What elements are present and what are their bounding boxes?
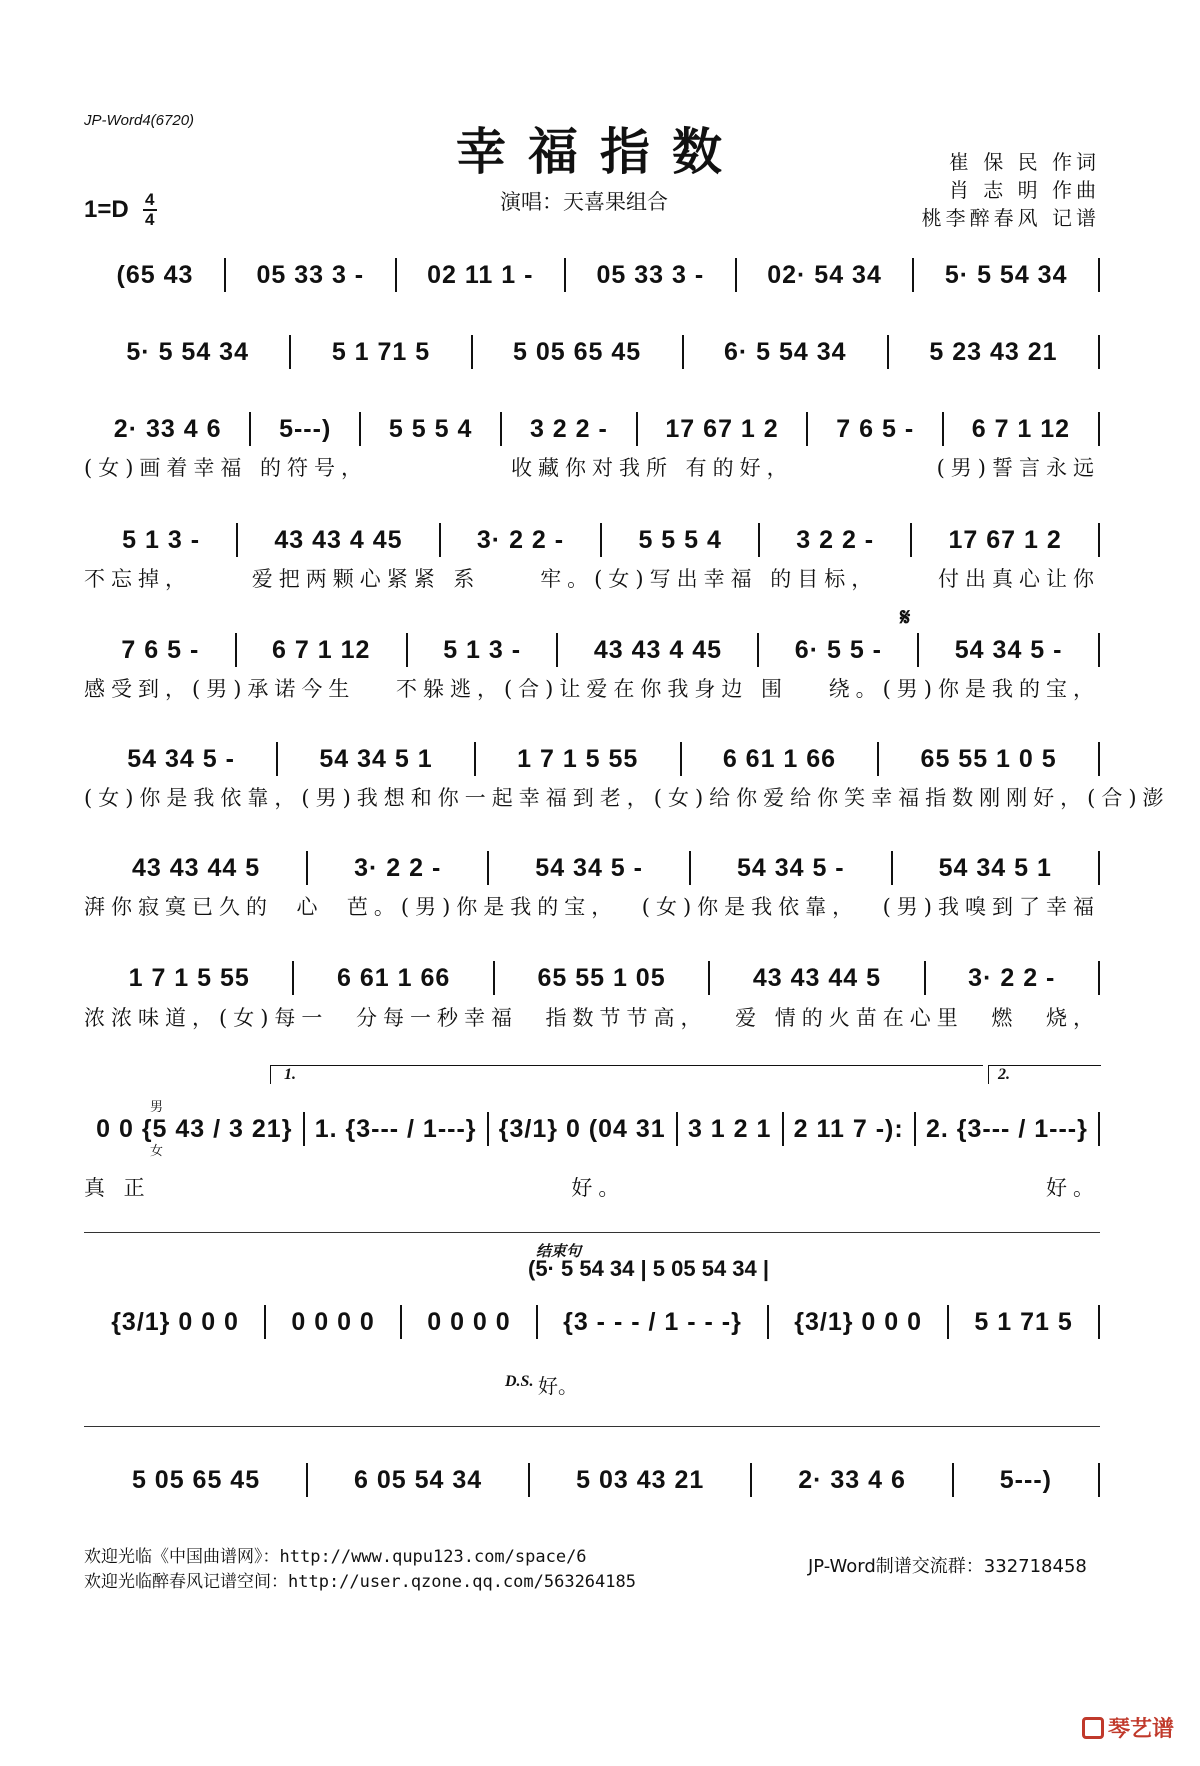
bar-line bbox=[276, 742, 278, 776]
bar-line bbox=[942, 412, 944, 446]
transcriber: 桃李醉春风 记谱 bbox=[921, 206, 1100, 230]
measure: 17 67 1 2 bbox=[665, 414, 779, 443]
measure: 54 34 5 1 bbox=[319, 744, 433, 773]
measure: 65 55 1 05 bbox=[537, 963, 666, 992]
measure: 5 05 65 45 bbox=[512, 337, 642, 366]
lyric-phrase: (女)你是我依靠，(男)我想和你一起 bbox=[84, 786, 519, 810]
volta-1-label: 1. bbox=[284, 1066, 296, 1083]
notation-row-5 bbox=[84, 633, 1100, 667]
measure: (65 43 bbox=[116, 260, 194, 289]
ending-upper-notes: (5· 5 54 34 | 5 05 54 34 | bbox=[528, 1256, 770, 1281]
time-top: 4 bbox=[144, 190, 155, 209]
lyric-phrase: 指数节节高， bbox=[545, 1006, 708, 1030]
watermark-text: 琴艺谱 bbox=[1107, 1717, 1174, 1742]
volta-2-label: 2. bbox=[998, 1066, 1010, 1083]
bar-line bbox=[359, 412, 361, 446]
measure: 5· 5 54 34 bbox=[126, 337, 249, 366]
ending-label: 结束句 bbox=[536, 1244, 582, 1260]
bar-line bbox=[914, 1112, 916, 1146]
bar-line bbox=[471, 335, 473, 369]
lyric-phrase: 燃 bbox=[991, 1006, 1019, 1030]
measure: 2· 33 4 6 bbox=[798, 1465, 906, 1494]
measure: 54 34 5 - bbox=[535, 853, 643, 882]
bar-line bbox=[1098, 1305, 1100, 1339]
lyric-phrase: (男)誓言永远 bbox=[936, 456, 1100, 480]
measure: {3/1} 0 (04 31 bbox=[498, 1114, 666, 1143]
bar-line bbox=[1098, 961, 1100, 995]
time-bottom: 4 bbox=[144, 210, 155, 229]
bar-line bbox=[395, 258, 397, 292]
footer-links bbox=[84, 1545, 636, 1595]
measure: 5 1 3 - bbox=[443, 635, 522, 664]
bar-line bbox=[682, 335, 684, 369]
lyric-phrase: 爱给你笑幸福 bbox=[763, 786, 926, 810]
measure: 6 61 1 66 bbox=[722, 744, 837, 773]
key-signature bbox=[84, 192, 157, 228]
measure: {3/1} 0 0 0 bbox=[111, 1307, 239, 1336]
bar-line bbox=[500, 412, 502, 446]
bar-line bbox=[750, 1463, 752, 1497]
bar-line bbox=[306, 851, 308, 885]
bar-line bbox=[306, 1463, 308, 1497]
measure: 05 33 3 - bbox=[256, 260, 365, 289]
voice-male: 男 bbox=[150, 1100, 164, 1115]
bar-line bbox=[924, 961, 926, 995]
bar-line bbox=[947, 1305, 949, 1339]
bar-line bbox=[1098, 742, 1100, 776]
bar-line bbox=[487, 1112, 489, 1146]
bar-line bbox=[528, 1463, 530, 1497]
measure: 5 05 65 45 bbox=[131, 1465, 261, 1494]
lyric-row-8 bbox=[84, 1002, 1100, 1032]
singer: 演唱：天喜果组合 bbox=[500, 190, 668, 214]
bar-line bbox=[1098, 258, 1100, 292]
bar-line bbox=[1098, 1463, 1100, 1497]
lyric-phrase: 芭。(男)你是我的宝， bbox=[346, 895, 619, 919]
lyric-phrase: 不躲逃，(合)让爱在你我身边 围 bbox=[395, 677, 789, 701]
segno-sign: 𝄋 bbox=[900, 603, 911, 631]
bar-line bbox=[439, 523, 441, 557]
lyric-row-5 bbox=[84, 673, 1100, 703]
footer-line-2: 欢迎光临醉春风记谱空间：http://user.qzone.qq.com/563264185 bbox=[84, 1572, 636, 1592]
measure: 43 43 44 5 bbox=[131, 853, 261, 882]
measure: 6 7 1 12 bbox=[272, 635, 371, 664]
lyric-phrase: 爱把两颗心紧紧 系 bbox=[251, 567, 481, 591]
lyric-row-6 bbox=[84, 782, 1170, 812]
lyric-phrase: 爱 情的火苗在心里 bbox=[735, 1006, 964, 1030]
bar-line bbox=[493, 961, 495, 995]
bar-line bbox=[877, 742, 879, 776]
bar-line bbox=[680, 742, 682, 776]
measure: 0 0 {5 43 / 3 21} bbox=[96, 1114, 293, 1143]
lyric-row-7 bbox=[84, 891, 1100, 921]
measure: 3· 2 2 - bbox=[968, 963, 1056, 992]
bar-line bbox=[887, 335, 889, 369]
lyricist: 崔 保 民 作词 bbox=[948, 150, 1100, 174]
footer-line-1: 欢迎光临《中国曲谱网》：http://www.qupu123.com/space/6 bbox=[84, 1547, 587, 1567]
bar-line bbox=[303, 1112, 305, 1146]
measure: 5 1 71 5 bbox=[974, 1307, 1073, 1336]
measure: 5· 5 54 34 bbox=[944, 260, 1068, 289]
measure: 6 05 54 34 bbox=[354, 1465, 483, 1494]
lyric-phrase: 烧， bbox=[1045, 1006, 1100, 1030]
measure: 5---) bbox=[279, 414, 332, 443]
bar-line bbox=[536, 1305, 538, 1339]
notation-row-4 bbox=[84, 523, 1100, 557]
notation-row-1 bbox=[84, 258, 1100, 292]
bar-line bbox=[757, 633, 759, 667]
lyric-phrase: 牢。(女)写出幸福 的目标， bbox=[540, 567, 879, 591]
measure: 6 7 1 12 bbox=[971, 414, 1071, 443]
bar-line bbox=[912, 258, 914, 292]
lyric-phrase: 分每一秒幸福 bbox=[355, 1006, 518, 1030]
notation-row-9 bbox=[84, 1112, 1100, 1146]
measure: 43 43 4 45 bbox=[274, 525, 403, 554]
bar-line bbox=[676, 1112, 678, 1146]
notation-row-11 bbox=[84, 1463, 1100, 1497]
bar-line bbox=[708, 961, 710, 995]
system-divider-1 bbox=[84, 1232, 1100, 1233]
measure: 5 1 3 - bbox=[122, 525, 201, 554]
measure: 5 23 43 21 bbox=[929, 337, 1058, 366]
bar-line bbox=[474, 742, 476, 776]
brand-icon bbox=[1082, 1717, 1104, 1739]
bar-line bbox=[1098, 633, 1100, 667]
lyric-phrase: 收藏你对我所 有的好， bbox=[510, 456, 794, 480]
measure: 5---) bbox=[999, 1465, 1052, 1494]
bar-line bbox=[1098, 1112, 1100, 1146]
measure: 7 6 5 - bbox=[121, 635, 200, 664]
notation-row-7 bbox=[84, 851, 1100, 885]
bar-line bbox=[564, 258, 566, 292]
bar-line bbox=[289, 335, 291, 369]
lyric-phrase: 心 bbox=[296, 895, 324, 919]
measure: 1 7 1 5 55 bbox=[517, 744, 639, 773]
measure: 6· 5 5 - bbox=[794, 635, 882, 664]
measure: 6· 5 54 34 bbox=[723, 337, 847, 366]
bar-line bbox=[236, 523, 238, 557]
measure: 54 34 5 - bbox=[954, 635, 1063, 664]
lyric-phrase: 幸福到老，(女)给你 bbox=[518, 786, 764, 810]
notation-row-2 bbox=[84, 335, 1100, 369]
voice-female: 女 bbox=[150, 1144, 164, 1159]
measure: 3· 2 2 - bbox=[354, 853, 442, 882]
bar-line bbox=[952, 1463, 954, 1497]
bar-line bbox=[292, 961, 294, 995]
measure: 2· 33 4 6 bbox=[113, 414, 222, 443]
lyric-row-3 bbox=[84, 452, 1100, 482]
time-signature bbox=[143, 192, 157, 228]
lyric-row-4 bbox=[84, 563, 1100, 593]
bar-line bbox=[600, 523, 602, 557]
bar-line bbox=[249, 412, 251, 446]
bar-line bbox=[806, 412, 808, 446]
lyric-phrase: 湃你寂寞已久的 bbox=[84, 895, 273, 919]
lyric-phrase: (男)我嗅到了幸福 bbox=[882, 895, 1100, 919]
composer: 肖 志 明 作曲 bbox=[948, 178, 1100, 202]
measure: 65 55 1 0 5 bbox=[920, 744, 1057, 773]
bar-line bbox=[917, 633, 919, 667]
song-title: 幸福指数 bbox=[456, 122, 744, 181]
notation-row-6 bbox=[84, 742, 1100, 776]
lyric-phrase: 指数刚刚好，(合)澎 bbox=[925, 786, 1170, 810]
bar-line bbox=[758, 523, 760, 557]
measure: 3 1 2 1 bbox=[687, 1114, 772, 1143]
bar-line bbox=[556, 633, 558, 667]
measure: {3 - - - / 1 - - -} bbox=[563, 1307, 742, 1336]
system-divider-2 bbox=[84, 1426, 1100, 1427]
bar-line bbox=[910, 523, 912, 557]
lyric-phrase: 好。 bbox=[571, 1176, 626, 1200]
key-label: 1=D bbox=[84, 196, 129, 223]
notation-row-8 bbox=[84, 961, 1100, 995]
measure: 5 5 5 4 bbox=[388, 414, 473, 443]
bar-line bbox=[224, 258, 226, 292]
measure: 05 33 3 - bbox=[596, 260, 705, 289]
lyric-phrase: 感受到，(男)承诺今生 bbox=[84, 677, 356, 701]
measure: {3/1} 0 0 0 bbox=[794, 1307, 922, 1336]
bar-line bbox=[1098, 851, 1100, 885]
notation-row-3 bbox=[84, 412, 1100, 446]
notation-row-10 bbox=[84, 1305, 1100, 1339]
measure: 5 5 5 4 bbox=[638, 525, 722, 554]
ds-lyric: 好。 bbox=[538, 1374, 578, 1398]
lyric-phrase: 付出真心让你 bbox=[938, 567, 1100, 591]
measure: 1. {3--- / 1---} bbox=[314, 1114, 477, 1143]
bar-line bbox=[487, 851, 489, 885]
software-label: JP-Word4(6720) bbox=[84, 112, 195, 129]
lyric-phrase: 不忘掉， bbox=[84, 567, 192, 591]
qq-group: JP-Word制谱交流群：332718458 bbox=[808, 1556, 1087, 1577]
lyric-phrase: (女)画着幸福 的符号， bbox=[84, 456, 369, 480]
volta-1-bracket bbox=[270, 1065, 983, 1084]
measure: 54 34 5 1 bbox=[938, 853, 1052, 882]
credits bbox=[922, 148, 1100, 232]
measure: 43 43 4 45 bbox=[593, 635, 723, 664]
bar-line bbox=[1098, 523, 1100, 557]
bar-line bbox=[1098, 335, 1100, 369]
measure: 54 34 5 - bbox=[127, 744, 235, 773]
measure: 5 1 71 5 bbox=[331, 337, 431, 366]
ds-mark: D.S. bbox=[505, 1373, 534, 1390]
measure: 3· 2 2 - bbox=[476, 525, 565, 554]
lyric-phrase: 绕。(男)你是我的宝， bbox=[828, 677, 1100, 701]
bar-line bbox=[264, 1305, 266, 1339]
measure: 54 34 5 - bbox=[736, 853, 845, 882]
measure: 17 67 1 2 bbox=[948, 525, 1062, 554]
measure: 02 11 1 - bbox=[427, 260, 534, 289]
bar-line bbox=[891, 851, 893, 885]
measure: 2 11 7 -): bbox=[793, 1114, 904, 1143]
measure: 02· 54 34 bbox=[767, 260, 882, 289]
lyric-phrase: 浓浓味道，(女)每一 bbox=[84, 1006, 329, 1030]
measure: 2. {3--- / 1---} bbox=[925, 1114, 1088, 1143]
measure: 3 2 2 - bbox=[796, 525, 875, 554]
watermark bbox=[1082, 1712, 1174, 1743]
lyric-phrase: 真 正 bbox=[84, 1176, 151, 1200]
measure: 43 43 44 5 bbox=[752, 963, 881, 992]
measure: 7 6 5 - bbox=[836, 414, 915, 443]
bar-line bbox=[406, 633, 408, 667]
lyric-phrase: 好。 bbox=[1046, 1176, 1100, 1200]
measure: 0 0 0 0 bbox=[291, 1307, 375, 1336]
measure: 6 61 1 66 bbox=[337, 963, 451, 992]
measure: 0 0 0 0 bbox=[427, 1307, 511, 1336]
bar-line bbox=[636, 412, 638, 446]
measure: 5 03 43 21 bbox=[576, 1465, 705, 1494]
bar-line bbox=[400, 1305, 402, 1339]
bar-line bbox=[782, 1112, 784, 1146]
lyric-phrase: (女)你是我依靠， bbox=[641, 895, 860, 919]
bar-line bbox=[735, 258, 737, 292]
measure: 1 7 1 5 55 bbox=[128, 963, 250, 992]
bar-line bbox=[767, 1305, 769, 1339]
measure: 3 2 2 - bbox=[529, 414, 608, 443]
bar-line bbox=[1098, 412, 1100, 446]
lyric-row-9 bbox=[84, 1172, 1100, 1202]
bar-line bbox=[689, 851, 691, 885]
bar-line bbox=[235, 633, 237, 667]
